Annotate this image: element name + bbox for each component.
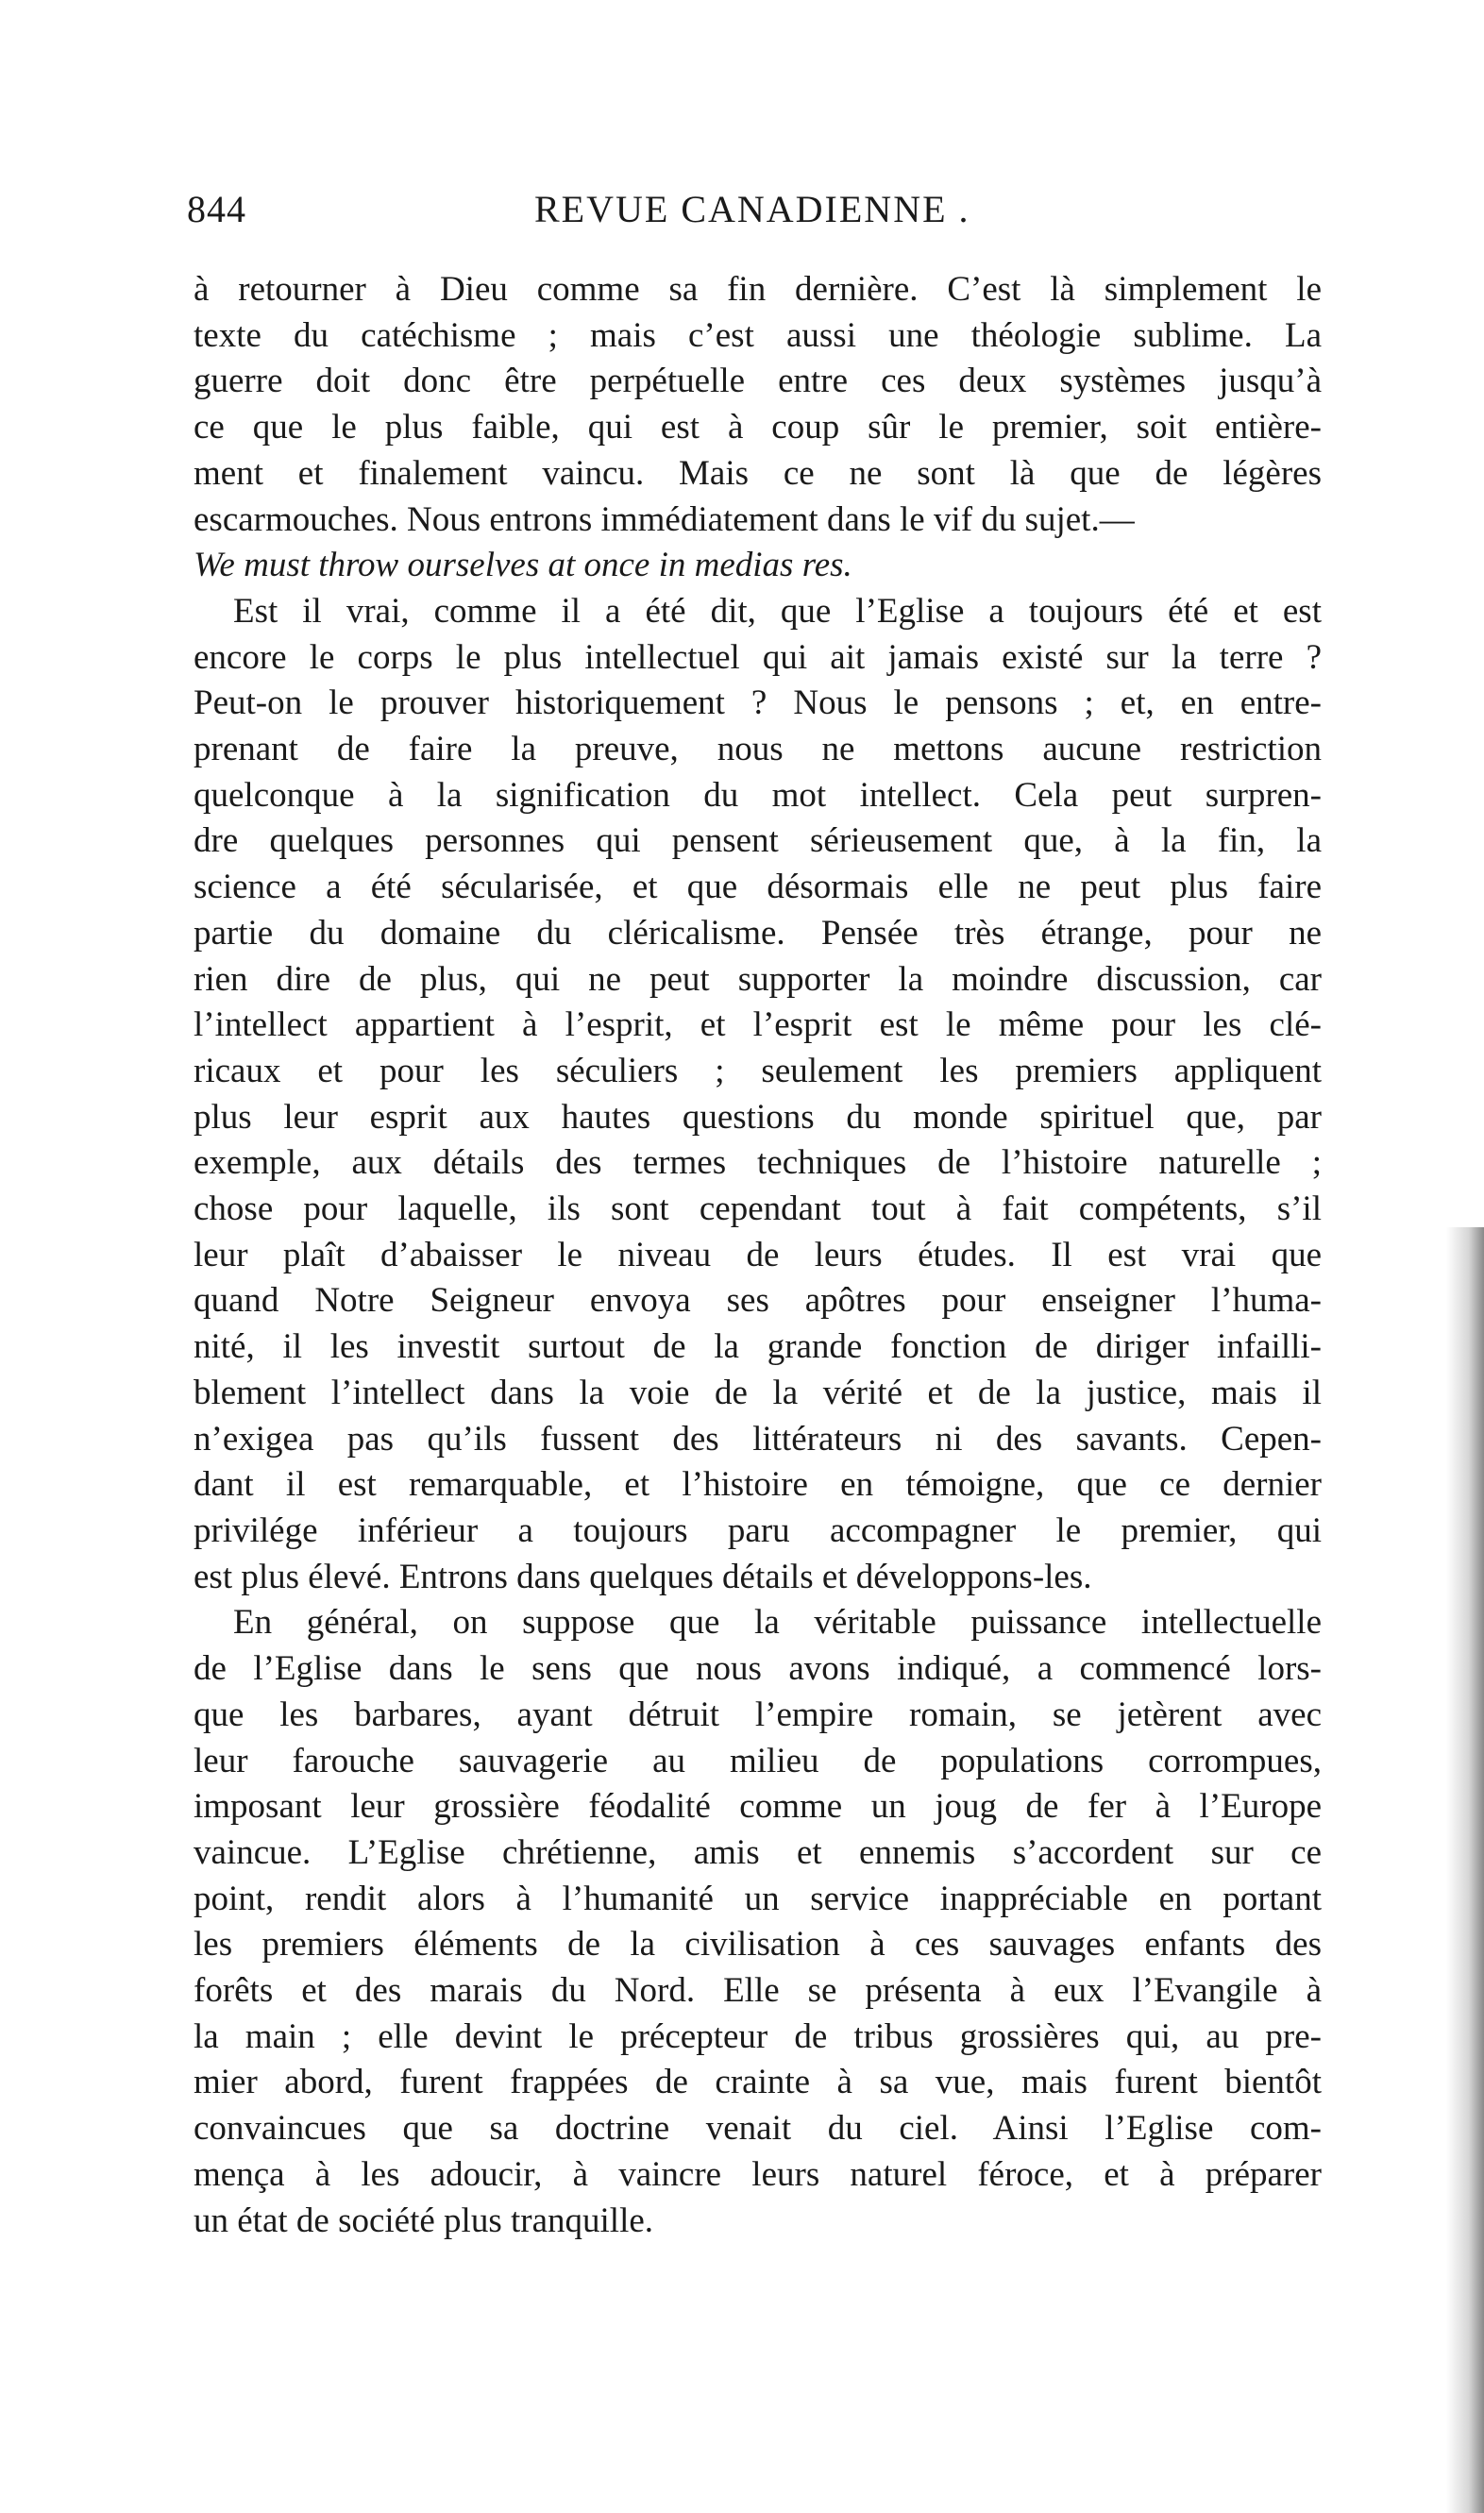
text-line: quand Notre Seigneur envoya ses apôtres pour enseigner l’huma- <box>194 1281 1322 1321</box>
text-line: Est il vrai, comme il a été dit, que l’Eglise a toujours été et est <box>233 591 1322 631</box>
running-title: REVUE CANADIENNE . <box>534 188 970 230</box>
text-line: est plus élevé. Entrons dans quelques détails et développons-les. <box>194 1557 1092 1596</box>
text-line: convaincues que sa doctrine venait du ciel. Ainsi l’Eglise com- <box>194 2109 1322 2149</box>
text-line: privilége inférieur a toujours paru accompagner le premier, qui <box>194 1510 1322 1550</box>
text-line: leur farouche sauvagerie au milieu de populations corrompues, <box>194 1741 1322 1780</box>
text-line: de l’Eglise dans le sens que nous avons indiqué, a commencé lors- <box>194 1649 1322 1689</box>
paragraph <box>194 1600 1322 2244</box>
running-head <box>187 187 1131 244</box>
text-line: que les barbares, ayant détruit l’empire romain, se jetèrent avec <box>194 1695 1322 1734</box>
text-line: blement l’intellect dans la voie de la vérité et de la justice, mais il <box>194 1373 1322 1412</box>
text-line: à retourner à Dieu comme sa fin dernière. C’est là simplement le <box>194 270 1322 309</box>
text-line: escarmouches. Nous entrons immédiatement dans le vif du sujet.— <box>194 499 1135 539</box>
text-line: un état de société plus tranquille. <box>194 2201 654 2240</box>
paragraph <box>194 267 1322 543</box>
text-line: ment et finalement vaincu. Mais ce ne sont là que de légères <box>194 453 1322 493</box>
text-line: nité, il les investit surtout de la grande fonction de diriger infailli- <box>194 1327 1322 1367</box>
text-line: la main ; elle devint le précepteur de tribus grossières qui, au pre- <box>194 2016 1322 2056</box>
text-line: ce que le plus faible, qui est à coup sûr le premier, soit entière- <box>194 408 1322 447</box>
text-line: mença à les adoucir, à vaincre leurs naturel féroce, et à préparer <box>194 2154 1322 2194</box>
text-line: n’exigea pas qu’ils fussent des littérateurs ni des savants. Cepen- <box>194 1419 1322 1459</box>
text-line: dant il est remarquable, et l’histoire en témoigne, que ce dernier <box>194 1465 1322 1505</box>
text-line: chose pour laquelle, ils sont cependant tout à fait compétents, s’il <box>194 1189 1322 1229</box>
page-edge-shadow <box>1446 1227 1484 2513</box>
text-line: forêts et des marais du Nord. Elle se présenta à eux l’Evangile à <box>194 1971 1322 2011</box>
text-line: We must throw ourselves at once in medias res. <box>194 546 852 585</box>
text-line: Peut-on le prouver historiquement ? Nous le pensons ; et, en entre- <box>194 683 1322 723</box>
text-line: En général, on suppose que la véritable puissance intellectuelle <box>233 1603 1322 1643</box>
text-line: ricaux et pour les séculiers ; seulement les premiers appliquent <box>194 1051 1322 1090</box>
text-line: encore le corps le plus intellectuel qui ait jamais existé sur la terre ? <box>194 637 1322 677</box>
paragraph <box>194 589 1322 1600</box>
text-line: partie du domaine du cléricalisme. Pensée très étrange, pour ne <box>194 913 1322 953</box>
text-line: dre quelques personnes qui pensent sérieusement que, à la fin, la <box>194 821 1322 861</box>
text-line: leur plaît d’abaisser le niveau de leurs études. Il est vrai que <box>194 1235 1322 1274</box>
text-line: l’intellect appartient à l’esprit, et l’esprit est le même pour les clé- <box>194 1005 1322 1045</box>
text-line: plus leur esprit aux hautes questions du monde spirituel que, par <box>194 1097 1322 1137</box>
text-line: rien dire de plus, qui ne peut supporter la moindre discussion, car <box>194 959 1322 999</box>
italic-quote <box>194 543 1322 589</box>
text-line: mier abord, furent frappées de crainte à sa vue, mais furent bientôt <box>194 2063 1322 2102</box>
text-line: prenant de faire la preuve, nous ne mettons aucune restriction <box>194 730 1322 769</box>
body-text <box>194 267 1322 2244</box>
text-line: point, rendit alors à l’humanité un service inappréciable en portant <box>194 1879 1322 1918</box>
text-line: texte du catéchisme ; mais c’est aussi une théologie sublime. La <box>194 315 1322 355</box>
text-line: vaincue. L’Eglise chrétienne, amis et ennemis s’accordent sur ce <box>194 1832 1322 1872</box>
text-line: les premiers éléments de la civilisation à ces sauvages enfants des <box>194 1925 1322 1965</box>
text-line: quelconque à la signification du mot intellect. Cela peut surpren- <box>194 775 1322 815</box>
text-line: guerre doit donc être perpétuelle entre ces deux systèmes jusqu’à <box>194 362 1322 401</box>
text-line: exemple, aux détails des termes techniques de l’histoire naturelle ; <box>194 1143 1322 1183</box>
text-line: science a été sécularisée, et que désormais elle ne peut plus faire <box>194 868 1322 907</box>
text-line: imposant leur grossière féodalité comme un joug de fer à l’Europe <box>194 1787 1322 1827</box>
page-number: 844 <box>187 188 246 230</box>
